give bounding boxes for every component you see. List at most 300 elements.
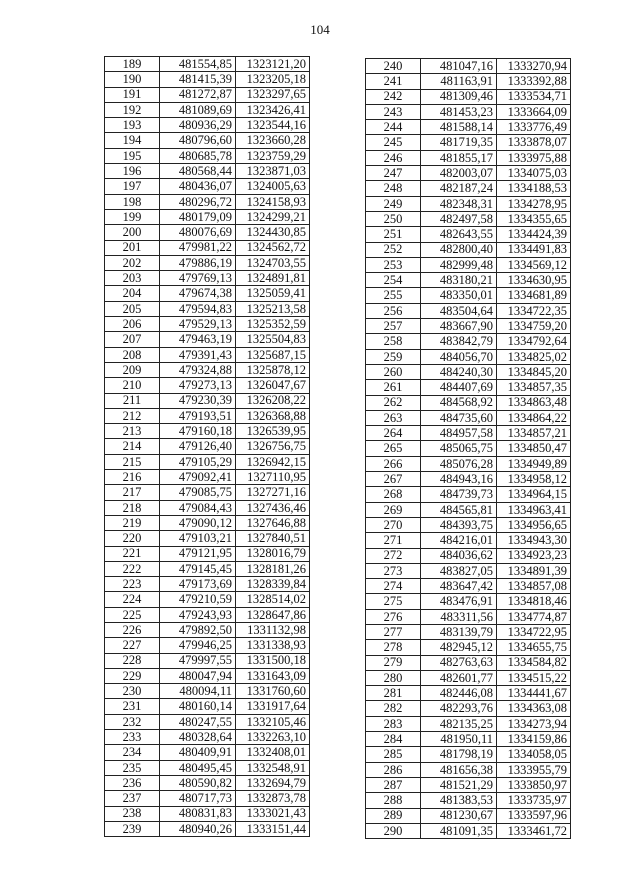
point-number-cell: 226 bbox=[105, 622, 160, 637]
y-coordinate-cell: 1334857,35 bbox=[497, 380, 571, 395]
point-number-cell: 290 bbox=[366, 823, 421, 838]
table-row bbox=[366, 120, 571, 135]
point-number-cell: 275 bbox=[366, 594, 421, 609]
table-row bbox=[105, 72, 310, 87]
x-coordinate-cell: 480936,29 bbox=[160, 118, 236, 133]
table-row bbox=[105, 408, 310, 423]
table-row bbox=[105, 194, 310, 209]
point-number-cell: 213 bbox=[105, 424, 160, 439]
table-row bbox=[366, 640, 571, 655]
point-number-cell: 199 bbox=[105, 209, 160, 224]
table-row bbox=[105, 240, 310, 255]
point-number-cell: 248 bbox=[366, 181, 421, 196]
point-number-cell: 218 bbox=[105, 500, 160, 515]
x-coordinate-cell: 479193,51 bbox=[160, 408, 236, 423]
y-coordinate-cell: 1333776,49 bbox=[497, 120, 571, 135]
table-row bbox=[366, 104, 571, 119]
point-number-cell: 201 bbox=[105, 240, 160, 255]
point-number-cell: 247 bbox=[366, 166, 421, 181]
point-number-cell: 194 bbox=[105, 133, 160, 148]
x-coordinate-cell: 484393,75 bbox=[421, 517, 497, 532]
x-coordinate-cell: 479946,25 bbox=[160, 638, 236, 653]
y-coordinate-cell: 1334630,95 bbox=[497, 273, 571, 288]
point-number-cell: 289 bbox=[366, 808, 421, 823]
x-coordinate-cell: 483139,79 bbox=[421, 624, 497, 639]
y-coordinate-cell: 1332408,01 bbox=[236, 745, 310, 760]
y-coordinate-cell: 1334722,35 bbox=[497, 303, 571, 318]
table-row bbox=[366, 716, 571, 731]
table-row bbox=[105, 531, 310, 546]
coordinates-table-left bbox=[104, 56, 310, 837]
x-coordinate-cell: 484735,60 bbox=[421, 410, 497, 425]
x-coordinate-cell: 484216,01 bbox=[421, 533, 497, 548]
point-number-cell: 245 bbox=[366, 135, 421, 150]
y-coordinate-cell: 1328016,79 bbox=[236, 546, 310, 561]
y-coordinate-cell: 1324562,72 bbox=[236, 240, 310, 255]
y-coordinate-cell: 1324703,55 bbox=[236, 255, 310, 270]
page-number: 104 bbox=[310, 22, 330, 37]
point-number-cell: 284 bbox=[366, 732, 421, 747]
y-coordinate-cell: 1334722,95 bbox=[497, 624, 571, 639]
y-coordinate-cell: 1333597,96 bbox=[497, 808, 571, 823]
table-row bbox=[366, 59, 571, 74]
x-coordinate-cell: 482187,24 bbox=[421, 181, 497, 196]
x-coordinate-cell: 480296,72 bbox=[160, 194, 236, 209]
point-number-cell: 262 bbox=[366, 395, 421, 410]
point-number-cell: 273 bbox=[366, 563, 421, 578]
point-number-cell: 287 bbox=[366, 777, 421, 792]
x-coordinate-cell: 479085,75 bbox=[160, 485, 236, 500]
y-coordinate-cell: 1332873,78 bbox=[236, 791, 310, 806]
table-row bbox=[105, 271, 310, 286]
point-number-cell: 271 bbox=[366, 533, 421, 548]
point-number-cell: 237 bbox=[105, 791, 160, 806]
point-number-cell: 229 bbox=[105, 668, 160, 683]
x-coordinate-cell: 480076,69 bbox=[160, 225, 236, 240]
table-row bbox=[366, 563, 571, 578]
x-coordinate-cell: 482800,40 bbox=[421, 242, 497, 257]
table-row bbox=[105, 791, 310, 806]
point-number-cell: 207 bbox=[105, 332, 160, 347]
point-number-cell: 252 bbox=[366, 242, 421, 257]
table-row bbox=[366, 502, 571, 517]
table-row bbox=[105, 622, 310, 637]
point-number-cell: 220 bbox=[105, 531, 160, 546]
y-coordinate-cell: 1328647,86 bbox=[236, 607, 310, 622]
y-coordinate-cell: 1325878,12 bbox=[236, 362, 310, 377]
y-coordinate-cell: 1323871,03 bbox=[236, 164, 310, 179]
point-number-cell: 244 bbox=[366, 120, 421, 135]
x-coordinate-cell: 479594,83 bbox=[160, 301, 236, 316]
table-row bbox=[105, 730, 310, 745]
point-number-cell: 223 bbox=[105, 577, 160, 592]
point-number-cell: 198 bbox=[105, 194, 160, 209]
table-row bbox=[366, 410, 571, 425]
point-number-cell: 195 bbox=[105, 148, 160, 163]
x-coordinate-cell: 479529,13 bbox=[160, 317, 236, 332]
table-row bbox=[105, 317, 310, 332]
y-coordinate-cell: 1334569,12 bbox=[497, 257, 571, 272]
point-number-cell: 267 bbox=[366, 472, 421, 487]
point-number-cell: 227 bbox=[105, 638, 160, 653]
point-number-cell: 191 bbox=[105, 87, 160, 102]
point-number-cell: 251 bbox=[366, 227, 421, 242]
x-coordinate-cell: 482643,55 bbox=[421, 227, 497, 242]
table-row bbox=[105, 546, 310, 561]
table-row bbox=[105, 57, 310, 72]
y-coordinate-cell: 1333534,71 bbox=[497, 89, 571, 104]
y-coordinate-cell: 1334825,02 bbox=[497, 349, 571, 364]
table-row bbox=[366, 257, 571, 272]
point-number-cell: 266 bbox=[366, 456, 421, 471]
y-coordinate-cell: 1333664,09 bbox=[497, 104, 571, 119]
y-coordinate-cell: 1328339,84 bbox=[236, 577, 310, 592]
x-coordinate-cell: 483504,64 bbox=[421, 303, 497, 318]
y-coordinate-cell: 1334949,89 bbox=[497, 456, 571, 471]
y-coordinate-cell: 1334515,22 bbox=[497, 670, 571, 685]
x-coordinate-cell: 484565,81 bbox=[421, 502, 497, 517]
x-coordinate-cell: 479324,88 bbox=[160, 362, 236, 377]
table-row bbox=[366, 288, 571, 303]
x-coordinate-cell: 479092,41 bbox=[160, 470, 236, 485]
y-coordinate-cell: 1334958,12 bbox=[497, 472, 571, 487]
x-coordinate-cell: 484943,16 bbox=[421, 472, 497, 487]
point-number-cell: 281 bbox=[366, 686, 421, 701]
x-coordinate-cell: 480436,07 bbox=[160, 179, 236, 194]
point-number-cell: 256 bbox=[366, 303, 421, 318]
x-coordinate-cell: 481719,35 bbox=[421, 135, 497, 150]
x-coordinate-cell: 480590,82 bbox=[160, 775, 236, 790]
point-number-cell: 221 bbox=[105, 546, 160, 561]
x-coordinate-cell: 482999,48 bbox=[421, 257, 497, 272]
x-coordinate-cell: 480160,14 bbox=[160, 699, 236, 714]
table-row bbox=[105, 362, 310, 377]
table-row bbox=[105, 439, 310, 454]
x-coordinate-cell: 479391,43 bbox=[160, 347, 236, 362]
y-coordinate-cell: 1327646,88 bbox=[236, 515, 310, 530]
table-row bbox=[105, 668, 310, 683]
x-coordinate-cell: 482763,63 bbox=[421, 655, 497, 670]
y-coordinate-cell: 1325059,41 bbox=[236, 286, 310, 301]
y-coordinate-cell: 1334956,65 bbox=[497, 517, 571, 532]
x-coordinate-cell: 479243,93 bbox=[160, 607, 236, 622]
table-row bbox=[366, 89, 571, 104]
point-number-cell: 216 bbox=[105, 470, 160, 485]
table-row bbox=[366, 823, 571, 838]
table-row bbox=[366, 517, 571, 532]
x-coordinate-cell: 485065,75 bbox=[421, 441, 497, 456]
point-number-cell: 257 bbox=[366, 319, 421, 334]
table-row bbox=[366, 303, 571, 318]
table-row bbox=[105, 699, 310, 714]
point-number-cell: 242 bbox=[366, 89, 421, 104]
x-coordinate-cell: 481798,19 bbox=[421, 747, 497, 762]
x-coordinate-cell: 479145,45 bbox=[160, 561, 236, 576]
point-number-cell: 277 bbox=[366, 624, 421, 639]
y-coordinate-cell: 1326942,15 bbox=[236, 454, 310, 469]
point-number-cell: 231 bbox=[105, 699, 160, 714]
table-row bbox=[366, 364, 571, 379]
y-coordinate-cell: 1334864,22 bbox=[497, 410, 571, 425]
x-coordinate-cell: 481089,69 bbox=[160, 102, 236, 117]
point-number-cell: 261 bbox=[366, 380, 421, 395]
table-row bbox=[366, 456, 571, 471]
x-coordinate-cell: 481453,23 bbox=[421, 104, 497, 119]
table-row bbox=[105, 286, 310, 301]
y-coordinate-cell: 1323205,18 bbox=[236, 72, 310, 87]
point-number-cell: 214 bbox=[105, 439, 160, 454]
x-coordinate-cell: 485076,28 bbox=[421, 456, 497, 471]
x-coordinate-cell: 479105,29 bbox=[160, 454, 236, 469]
table-row bbox=[105, 424, 310, 439]
x-coordinate-cell: 482293,76 bbox=[421, 701, 497, 716]
table-row bbox=[366, 227, 571, 242]
point-number-cell: 228 bbox=[105, 653, 160, 668]
x-coordinate-cell: 481415,39 bbox=[160, 72, 236, 87]
y-coordinate-cell: 1331760,60 bbox=[236, 684, 310, 699]
y-coordinate-cell: 1334584,82 bbox=[497, 655, 571, 670]
x-coordinate-cell: 481230,67 bbox=[421, 808, 497, 823]
y-coordinate-cell: 1333850,97 bbox=[497, 777, 571, 792]
point-number-cell: 283 bbox=[366, 716, 421, 731]
y-coordinate-cell: 1323426,41 bbox=[236, 102, 310, 117]
x-coordinate-cell: 479997,55 bbox=[160, 653, 236, 668]
table-row bbox=[366, 273, 571, 288]
table-row bbox=[366, 579, 571, 594]
point-number-cell: 246 bbox=[366, 150, 421, 165]
point-number-cell: 235 bbox=[105, 760, 160, 775]
point-number-cell: 208 bbox=[105, 347, 160, 362]
y-coordinate-cell: 1325504,83 bbox=[236, 332, 310, 347]
table-row bbox=[105, 745, 310, 760]
x-coordinate-cell: 484036,62 bbox=[421, 548, 497, 563]
point-number-cell: 236 bbox=[105, 775, 160, 790]
point-number-cell: 233 bbox=[105, 730, 160, 745]
x-coordinate-cell: 479121,95 bbox=[160, 546, 236, 561]
y-coordinate-cell: 1333392,88 bbox=[497, 74, 571, 89]
table-row bbox=[366, 655, 571, 670]
x-coordinate-cell: 479273,13 bbox=[160, 378, 236, 393]
table-row bbox=[366, 181, 571, 196]
point-number-cell: 210 bbox=[105, 378, 160, 393]
point-number-cell: 205 bbox=[105, 301, 160, 316]
x-coordinate-cell: 479160,18 bbox=[160, 424, 236, 439]
y-coordinate-cell: 1334818,46 bbox=[497, 594, 571, 609]
table-row bbox=[366, 441, 571, 456]
x-coordinate-cell: 481383,53 bbox=[421, 793, 497, 808]
y-coordinate-cell: 1334943,30 bbox=[497, 533, 571, 548]
x-coordinate-cell: 479103,21 bbox=[160, 531, 236, 546]
x-coordinate-cell: 484056,70 bbox=[421, 349, 497, 364]
table-row bbox=[366, 594, 571, 609]
x-coordinate-cell: 479981,22 bbox=[160, 240, 236, 255]
x-coordinate-cell: 479084,43 bbox=[160, 500, 236, 515]
x-coordinate-cell: 479463,19 bbox=[160, 332, 236, 347]
y-coordinate-cell: 1331338,93 bbox=[236, 638, 310, 653]
table-row bbox=[105, 577, 310, 592]
x-coordinate-cell: 482446,08 bbox=[421, 686, 497, 701]
y-coordinate-cell: 1334964,15 bbox=[497, 487, 571, 502]
table-row bbox=[105, 225, 310, 240]
x-coordinate-cell: 483827,05 bbox=[421, 563, 497, 578]
table-row bbox=[105, 133, 310, 148]
y-coordinate-cell: 1334857,08 bbox=[497, 579, 571, 594]
table-row bbox=[366, 609, 571, 624]
point-number-cell: 212 bbox=[105, 408, 160, 423]
point-number-cell: 219 bbox=[105, 515, 160, 530]
table-row bbox=[366, 533, 571, 548]
y-coordinate-cell: 1324299,21 bbox=[236, 209, 310, 224]
point-number-cell: 189 bbox=[105, 57, 160, 72]
x-coordinate-cell: 482003,07 bbox=[421, 166, 497, 181]
table-row bbox=[366, 762, 571, 777]
y-coordinate-cell: 1324891,81 bbox=[236, 271, 310, 286]
coordinates-table-right bbox=[365, 58, 571, 839]
table-row bbox=[105, 500, 310, 515]
point-number-cell: 280 bbox=[366, 670, 421, 685]
point-number-cell: 224 bbox=[105, 592, 160, 607]
x-coordinate-cell: 484240,30 bbox=[421, 364, 497, 379]
table-row bbox=[105, 714, 310, 729]
y-coordinate-cell: 1332263,10 bbox=[236, 730, 310, 745]
x-coordinate-cell: 483842,79 bbox=[421, 334, 497, 349]
x-coordinate-cell: 483647,42 bbox=[421, 579, 497, 594]
x-coordinate-cell: 481950,11 bbox=[421, 732, 497, 747]
y-coordinate-cell: 1333878,07 bbox=[497, 135, 571, 150]
point-number-cell: 241 bbox=[366, 74, 421, 89]
y-coordinate-cell: 1331643,09 bbox=[236, 668, 310, 683]
point-number-cell: 254 bbox=[366, 273, 421, 288]
y-coordinate-cell: 1323660,28 bbox=[236, 133, 310, 148]
point-number-cell: 255 bbox=[366, 288, 421, 303]
x-coordinate-cell: 479173,69 bbox=[160, 577, 236, 592]
table-row bbox=[366, 732, 571, 747]
y-coordinate-cell: 1323297,65 bbox=[236, 87, 310, 102]
table-row bbox=[366, 74, 571, 89]
table-row bbox=[366, 349, 571, 364]
table-row bbox=[366, 793, 571, 808]
x-coordinate-cell: 481047,16 bbox=[421, 59, 497, 74]
x-coordinate-cell: 480796,60 bbox=[160, 133, 236, 148]
table-row bbox=[366, 334, 571, 349]
point-number-cell: 250 bbox=[366, 211, 421, 226]
table-row bbox=[105, 470, 310, 485]
x-coordinate-cell: 484568,92 bbox=[421, 395, 497, 410]
y-coordinate-cell: 1334923,23 bbox=[497, 548, 571, 563]
x-coordinate-cell: 479210,59 bbox=[160, 592, 236, 607]
y-coordinate-cell: 1334188,53 bbox=[497, 181, 571, 196]
y-coordinate-cell: 1326208,22 bbox=[236, 393, 310, 408]
table-row bbox=[105, 454, 310, 469]
table-row bbox=[105, 148, 310, 163]
x-coordinate-cell: 479126,40 bbox=[160, 439, 236, 454]
x-coordinate-cell: 480831,83 bbox=[160, 806, 236, 821]
point-number-cell: 278 bbox=[366, 640, 421, 655]
point-number-cell: 274 bbox=[366, 579, 421, 594]
y-coordinate-cell: 1334363,08 bbox=[497, 701, 571, 716]
point-number-cell: 259 bbox=[366, 349, 421, 364]
point-number-cell: 203 bbox=[105, 271, 160, 286]
table-row bbox=[366, 670, 571, 685]
table-row bbox=[366, 380, 571, 395]
y-coordinate-cell: 1334850,47 bbox=[497, 441, 571, 456]
point-number-cell: 243 bbox=[366, 104, 421, 119]
point-number-cell: 222 bbox=[105, 561, 160, 576]
x-coordinate-cell: 481163,91 bbox=[421, 74, 497, 89]
point-number-cell: 197 bbox=[105, 179, 160, 194]
x-coordinate-cell: 480495,45 bbox=[160, 760, 236, 775]
table-row bbox=[366, 426, 571, 441]
y-coordinate-cell: 1331500,18 bbox=[236, 653, 310, 668]
y-coordinate-cell: 1334075,03 bbox=[497, 166, 571, 181]
x-coordinate-cell: 479674,38 bbox=[160, 286, 236, 301]
table-row bbox=[105, 118, 310, 133]
table-row bbox=[105, 515, 310, 530]
x-coordinate-cell: 482601,77 bbox=[421, 670, 497, 685]
table-row bbox=[105, 485, 310, 500]
x-coordinate-cell: 483350,01 bbox=[421, 288, 497, 303]
y-coordinate-cell: 1334441,67 bbox=[497, 686, 571, 701]
point-number-cell: 272 bbox=[366, 548, 421, 563]
table-row bbox=[366, 150, 571, 165]
point-number-cell: 276 bbox=[366, 609, 421, 624]
table-row bbox=[105, 561, 310, 576]
x-coordinate-cell: 481091,35 bbox=[421, 823, 497, 838]
x-coordinate-cell: 479230,39 bbox=[160, 393, 236, 408]
table-row bbox=[105, 592, 310, 607]
x-coordinate-cell: 481521,29 bbox=[421, 777, 497, 792]
table-row bbox=[105, 821, 310, 836]
y-coordinate-cell: 1334491,83 bbox=[497, 242, 571, 257]
table-row bbox=[366, 548, 571, 563]
point-number-cell: 270 bbox=[366, 517, 421, 532]
table-row bbox=[105, 179, 310, 194]
y-coordinate-cell: 1334845,20 bbox=[497, 364, 571, 379]
y-coordinate-cell: 1325687,15 bbox=[236, 347, 310, 362]
table-row bbox=[366, 242, 571, 257]
table-row bbox=[366, 686, 571, 701]
table-row bbox=[105, 87, 310, 102]
table-row bbox=[366, 808, 571, 823]
x-coordinate-cell: 483667,90 bbox=[421, 319, 497, 334]
table-row bbox=[366, 135, 571, 150]
x-coordinate-cell: 480247,55 bbox=[160, 714, 236, 729]
point-number-cell: 268 bbox=[366, 487, 421, 502]
point-number-cell: 211 bbox=[105, 393, 160, 408]
table-row bbox=[366, 211, 571, 226]
y-coordinate-cell: 1333270,94 bbox=[497, 59, 571, 74]
x-coordinate-cell: 481855,17 bbox=[421, 150, 497, 165]
x-coordinate-cell: 481588,14 bbox=[421, 120, 497, 135]
table-row bbox=[366, 487, 571, 502]
table-row bbox=[366, 196, 571, 211]
y-coordinate-cell: 1333975,88 bbox=[497, 150, 571, 165]
y-coordinate-cell: 1325352,59 bbox=[236, 317, 310, 332]
point-number-cell: 238 bbox=[105, 806, 160, 821]
y-coordinate-cell: 1324158,93 bbox=[236, 194, 310, 209]
y-coordinate-cell: 1328514,02 bbox=[236, 592, 310, 607]
y-coordinate-cell: 1332548,91 bbox=[236, 760, 310, 775]
table-row bbox=[105, 332, 310, 347]
table-row bbox=[105, 209, 310, 224]
point-number-cell: 234 bbox=[105, 745, 160, 760]
table-row bbox=[105, 684, 310, 699]
y-coordinate-cell: 1327271,16 bbox=[236, 485, 310, 500]
point-number-cell: 263 bbox=[366, 410, 421, 425]
x-coordinate-cell: 480094,11 bbox=[160, 684, 236, 699]
y-coordinate-cell: 1327436,46 bbox=[236, 500, 310, 515]
x-coordinate-cell: 481309,46 bbox=[421, 89, 497, 104]
